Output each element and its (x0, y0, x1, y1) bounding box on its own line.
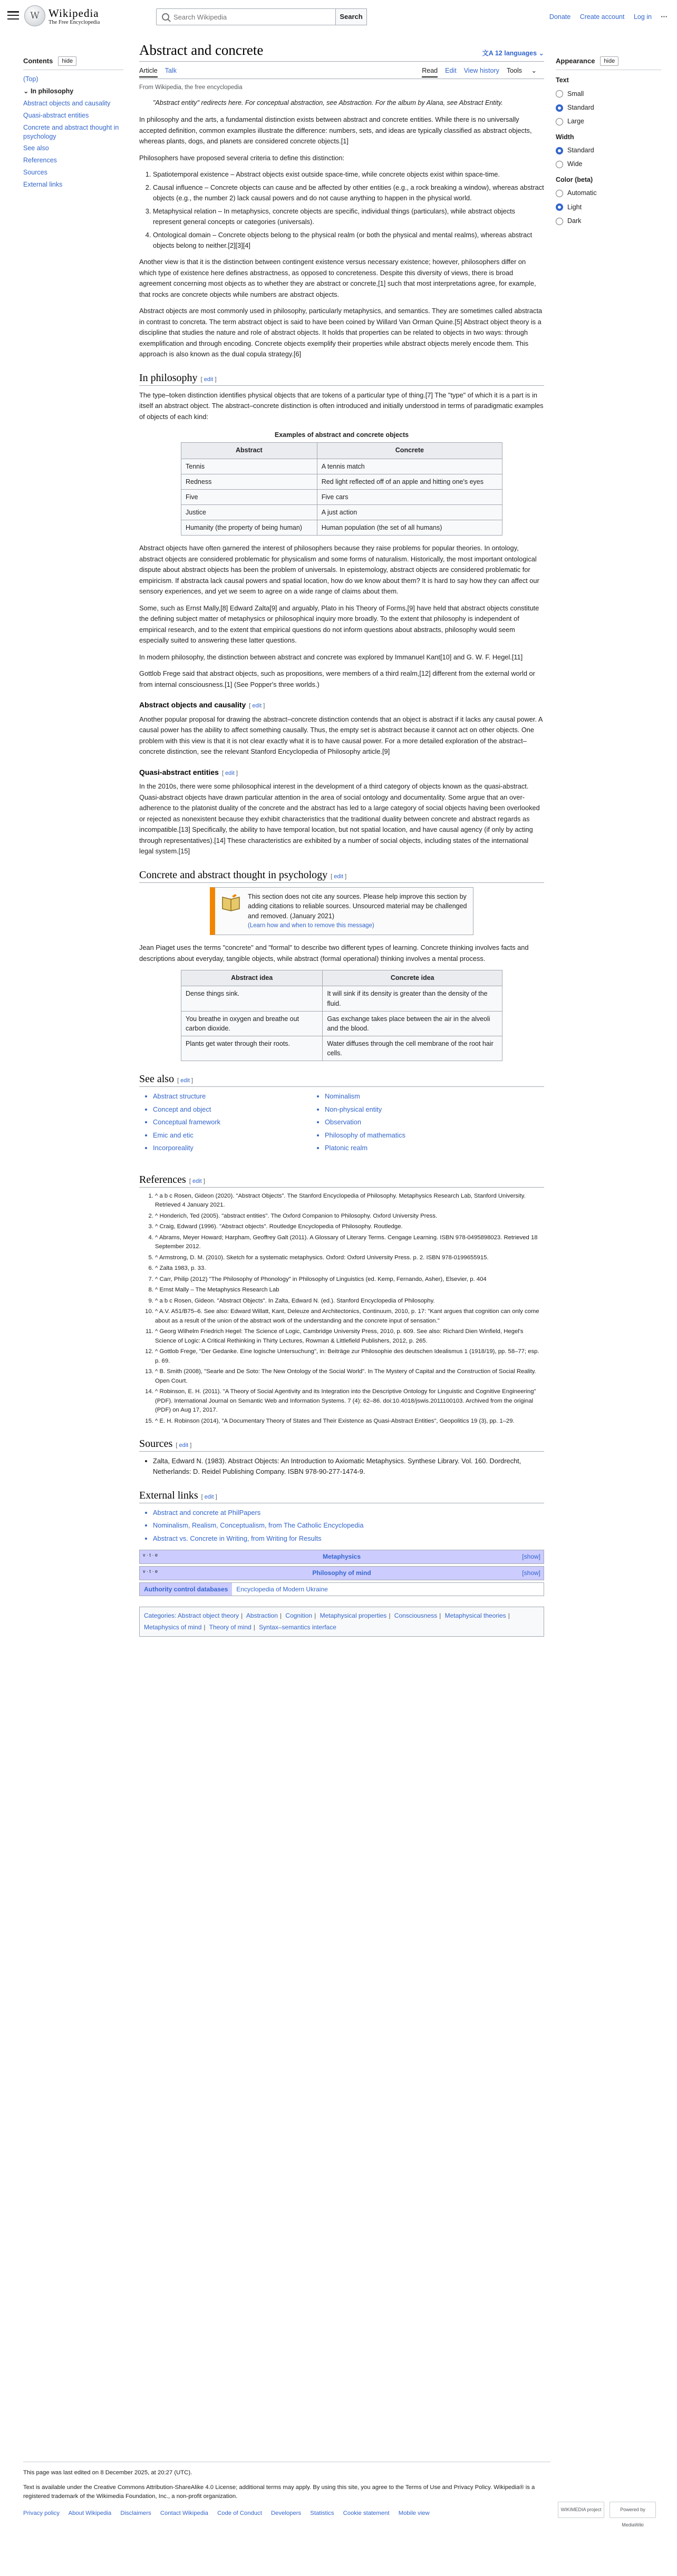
external-link[interactable]: • Nominalism, Realism, Conceptualism, from The Catholic Encyclopedia (153, 1520, 544, 1531)
see-also-link[interactable]: • Non-physical entity (325, 1104, 483, 1115)
navbox-title[interactable]: Metaphysics (322, 1553, 361, 1561)
navbox-title[interactable]: Philosophy of mind (312, 1569, 371, 1577)
show-label: show (524, 1569, 539, 1577)
table-cell: A just action (317, 505, 502, 520)
edit-label: edit (192, 1178, 202, 1184)
wordmark-subtitle: The Free Encyclopedia (49, 20, 100, 25)
reference-item: 1. ^ a b c Rosen, Gideon (2020). "Abstract Objects". The Stanford Encyclopedia of Philosophy. Metaphysics Research Lab, Stanford University. Retrieved 4 January 2021. (155, 1192, 544, 1210)
toc-title: Contents (23, 57, 53, 65)
table-header: Abstract (181, 443, 317, 459)
paragraph: In the 2010s, there were some philosophical interest in the development of a third category of objects known as the quasi-abstract. Quasi-abstract objects have drawn particular attention in the area of social ontology and documentality. Some argue that an over-adherence to the platonist duality of the concrete and the abstract has led to a large category of social objects having been overlooked or rejected as nonexistent because they exhibit characteristics that the traditional duality between concrete and abstract regards as incompatible.[13] Specifically, the ability to have temporal location, but not spatial location, and have causal agency (if only by acting through representatives).[14] These characteristics are exhibited by a number of social objects, including states of the international legal system.[15] (139, 782, 540, 856)
section-heading (139, 1072, 544, 1087)
reference-item: 11. ^ Georg Wilhelm Friedrich Hegel: The Science of Logic, Cambridge University Press, 2010, p. 609. See also: Richard Dien Winfield, Hegel's Science of Logic: A Critical Rethinking in Thirty Lectures, Rowman & Littlefield Publishers, 2012, p. 265. (155, 1327, 544, 1346)
table-cell: Humanity (the property of being human) (181, 520, 317, 536)
see-also-link[interactable]: • Nominalism (325, 1091, 483, 1102)
chevron-down-icon[interactable]: ⌄ (23, 88, 31, 95)
section-title: Quasi-abstract entities (139, 767, 219, 776)
source-item: • Zalta, Edward N. (1983). Abstract Objects: An Introduction to Axiomatic Metaphysics. Synthese Library. Vol. 160. Dordrecht, Netherlands: D. Reidel Publishing Company. ISBN 978-90-277-1474-9. (153, 1456, 544, 1477)
navbox-show-button[interactable]: [show] (522, 1569, 540, 1577)
intro-paragraph: Philosophers have proposed several criteria to define this distinction: (139, 153, 345, 162)
table-cell: It will sink if its density is greater than the density of the fluid. (323, 986, 502, 1011)
category-link[interactable]: Consciousness (394, 1612, 438, 1620)
section-title: See also (139, 1073, 175, 1085)
section-heading (139, 1436, 544, 1452)
table-cell: Tennis (181, 459, 317, 474)
last-edited: This page was last edited on 8 December 2025, at 20:27 (UTC). (23, 2462, 550, 2478)
translate-icon: 文A (482, 50, 495, 57)
appearance-hide-button[interactable]: hide (600, 56, 618, 66)
edit-link[interactable]: [ edit ] (221, 770, 238, 776)
table-header: Concrete (317, 443, 502, 459)
option-label: Dark (567, 217, 582, 225)
width-label: Width (556, 133, 574, 141)
external-link[interactable]: • Abstract vs. Concrete in Writing, from Writing for Results (153, 1533, 544, 1544)
toc-item-quasi-abstract[interactable]: Quasi-abstract entities (23, 111, 89, 119)
categories-label[interactable]: Categories: (144, 1612, 177, 1620)
category-link[interactable]: Metaphysical theories (444, 1612, 506, 1620)
edit-label: edit (225, 770, 235, 776)
footer-link[interactable]: Mobile view (398, 2510, 430, 2516)
table-row (181, 459, 502, 474)
edit-label: edit (252, 703, 262, 709)
table-cell: Water diffuses through the cell membrane of the root hair cells. (323, 1036, 502, 1061)
category-link[interactable]: Abstraction (246, 1612, 278, 1620)
option-label: Large (567, 118, 584, 125)
reference-item: 15. ^ E. H. Robinson (2014), "A Documentary Theory of States and Their Existence as Quasi-Abstract Entities", Geopolitics 19 (3), pp. 1–29. (155, 1417, 544, 1426)
table-header: Concrete idea (323, 970, 502, 986)
appearance-panel (556, 56, 661, 230)
see-also-link[interactable]: • Emic and etic (153, 1130, 311, 1141)
text-size-label: Text (556, 76, 569, 84)
edit-link[interactable]: [ edit ] (189, 1178, 205, 1184)
reference-item: 12. ^ Gottlob Frege, "Der Gedanke. Eine logische Untersuchung", in: Beiträge zur Philosophie des deutschen Idealismus 1 (1918/19), pp. 58–77; esp. p. 69. (155, 1347, 544, 1366)
option-label: Standard (567, 147, 594, 154)
table-caption: Examples of abstract and concrete objects (274, 431, 409, 439)
color-label: Color (beta) (556, 176, 593, 183)
wikipedia-logo[interactable]: W (24, 5, 45, 26)
references-list (155, 1192, 544, 1426)
navbox-mind (139, 1566, 544, 1580)
tools-label: Tools (506, 66, 523, 74)
toc-item-psychology[interactable]: Concrete and abstract thought in psychology (23, 123, 119, 140)
unsourced-notice (210, 887, 473, 936)
list-item: 3. Metaphysical relation – In metaphysics, concrete objects are specific, individual things (particulars), while abstract objects represent general concepts or categories (universals). (153, 206, 544, 228)
footer-link[interactable]: About Wikipedia (68, 2510, 112, 2516)
reference-item: 14. ^ Robinson, E. H. (2011). "A Theory of Social Agentivity and its Integration into the Descriptive Ontology for Linguistic and Cognitive Engineering" (PDF). International Journal on Semantic Web and Information Systems. 7 (4): 62–86. doi:10.4018/jswis.2011100103. Archived from the original (PDF) on Aug 17, 2017. (155, 1387, 544, 1415)
see-also-list (139, 1091, 544, 1161)
category-link[interactable]: Syntax–semantics interface (259, 1623, 336, 1631)
category-link[interactable]: Metaphysics of mind (144, 1623, 202, 1631)
see-also-link[interactable]: • Observation (325, 1117, 483, 1127)
footer-link[interactable]: Cookie statement (343, 2510, 390, 2516)
hatnote: "Abstract entity" redirects here. For conceptual abstraction, see Abstraction. For the album by Alana, see Abstract Entity. (153, 99, 503, 106)
categories-box: Categories: Abstract object theory | Abstraction | Cognition | Metaphysical properties | Consciousness | Metaphysical theories | Metaphysics of mind | Theory of mind | Syntax–semantics interface (139, 1607, 544, 1637)
tab-read[interactable]: Read (422, 67, 438, 77)
footer-link[interactable]: Contact Wikipedia (160, 2510, 208, 2516)
wikimedia-badge[interactable]: WIKIMEDIA project (558, 2502, 604, 2518)
toc-item-references[interactable]: References (23, 157, 57, 164)
table-of-contents (23, 56, 123, 191)
intro-paragraph: Abstract objects are most commonly used in philosophy, particularly metaphysics, and semantics. They are sometimes called abstracta in contrast to concreta. The term abstract object is said to have been coined by Willard Van Orman Quine.[5] Abstract object theory is a discipline that studies the nature and role of abstract objects. It holds that properties can be related to objects in two ways: through exemplification and through encoding. Concrete objects exemplify their properties while abstract objects merely encode them. This approach is also known as the dual copula strategy.[6] (139, 307, 543, 358)
login-link[interactable]: Log in (633, 13, 652, 21)
see-also-link[interactable]: • Incorporeality (153, 1143, 311, 1153)
edit-link[interactable]: [ edit ] (200, 376, 217, 383)
search-button[interactable]: Search (335, 8, 367, 25)
table-cell: Dense things sink. (181, 986, 323, 1011)
external-link[interactable]: • Abstract and concrete at PhilPapers (153, 1508, 544, 1518)
authority-label[interactable]: Authority control databases (140, 1583, 232, 1596)
see-also-link[interactable]: • Conceptual framework (153, 1117, 311, 1127)
authority-control (139, 1582, 544, 1597)
search-icon (162, 13, 169, 21)
toc-item-sources[interactable]: Sources (23, 169, 47, 177)
table-row (181, 1036, 502, 1061)
article-body (139, 41, 544, 1637)
toc-item-causality[interactable]: Abstract objects and causality (23, 99, 111, 107)
section-heading (139, 1172, 544, 1188)
mediawiki-badge[interactable]: Powered by MediaWiki (610, 2502, 656, 2518)
reference-item: 5. ^ Armstrong, D. M. (2010). Sketch for a systematic metaphysics. Oxford: Oxford University Press. p. 2. ISBN 978-0199655915. (155, 1253, 544, 1263)
footer-link[interactable]: Code of Conduct (217, 2510, 262, 2516)
section-heading (139, 371, 544, 386)
option-label: Automatic (567, 189, 597, 197)
more-options-icon[interactable]: ··· (661, 13, 668, 21)
section-title: Abstract objects and causality (139, 701, 246, 709)
reference-item: 8. ^ Ernst Mally – The Metaphysics Research Lab (155, 1286, 544, 1295)
authority-value[interactable]: Encyclopedia of Modern Ukraine (236, 1585, 328, 1593)
section-title: External links (139, 1489, 198, 1501)
footer-link[interactable]: Privacy policy (23, 2510, 60, 2516)
table-row (181, 986, 502, 1011)
section-heading (139, 1488, 544, 1503)
toc-item-top[interactable]: (Top) (23, 75, 38, 83)
intro-paragraph: Another view is that it is the distinction between contingent existence versus necessary existence; however, philosophers differ on which type of existence here defines abstractness, as opposed to concreteness. Despite this diversity of views, there is broad agreement concerning most objects as to whether they are abstract or concrete,[1] such that most interpretations agree, for example, that rocks are concrete objects while numbers are abstract objects. (139, 258, 536, 298)
subsection-heading (139, 767, 544, 779)
table-cell: Plants get water through their roots. (181, 1036, 323, 1061)
edit-link[interactable]: [ edit ] (177, 1077, 194, 1084)
search-input[interactable] (173, 9, 335, 24)
edit-label: edit (204, 1493, 214, 1500)
table-cell: You breathe in oxygen and breathe out carbon dioxide. (181, 1011, 323, 1036)
paragraph: The type–token distinction identifies physical objects that are tokens of a particular type of thing.[7] The "type" of which it is a part is in itself an abstract object. The abstract–concrete distinction is often introduced and initially understood in terms of paradigmatic examples of objects of each kind: (139, 391, 544, 421)
table-cell: Five cars (317, 490, 502, 505)
width-option[interactable] (556, 145, 661, 155)
toc-item-see-also[interactable]: See also (23, 144, 49, 152)
navbox-vte[interactable]: v · t · e (143, 1552, 158, 1558)
paragraph: Jean Piaget uses the terms "concrete" and "formal" to describe two different types of learning. Concrete thinking involves facts and descriptions about everyday, tangible objects, while abstract (formal operational) thinking involves a mental process. (139, 944, 529, 963)
notice-text: This section does not cite any sources. Please help improve this section by adding citations to reliable sources. Unsourced material may be challenged and removed. (January 2021) (248, 892, 467, 920)
language-button[interactable]: 文A 12 languages ⌄ (482, 50, 544, 57)
list-item: 2. Causal influence – Concrete objects can cause and be affected by other entities (e.g., a rock breaking a window), whereas abstract objects (e.g., the number 2) lack causal powers and do not cause anything to happen in the physical world. (153, 182, 544, 204)
table-row (181, 520, 502, 536)
edit-label: edit (179, 1442, 189, 1449)
width-option[interactable] (556, 159, 661, 169)
footer-link[interactable]: Disclaimers (120, 2510, 151, 2516)
edit-link[interactable]: [ edit ] (331, 873, 347, 880)
navbox-vte[interactable]: v · t · e (143, 1568, 158, 1574)
reference-item: 2. ^ Honderich, Ted (2005). "abstract entities". The Oxford Companion to Philosophy. Oxford University Press. (155, 1212, 544, 1221)
section-heading (139, 868, 544, 883)
table-cell: A tennis match (317, 459, 502, 474)
see-also-link[interactable]: • Platonic realm (325, 1143, 483, 1153)
footer-badges (558, 2502, 656, 2528)
reference-item: 13. ^ B. Smith (2008), "Searle and De Soto: The New Ontology of the Social World". In The Mystery of Capital and the Construction of Social Reality. Open Court. (155, 1367, 544, 1386)
criteria-list (153, 169, 544, 251)
book-icon (220, 892, 241, 913)
license-text: Text is available under the Creative Commons Attribution-ShareAlike 4.0 License; additional terms may apply. By using this site, you agree to the Terms of Use and Privacy Policy. Wikipedia® is a registered trademark of the Wikimedia Foundation, Inc., a non-profit organization. (23, 2484, 535, 2500)
edit-label: edit (204, 376, 214, 383)
option-label: Small (567, 90, 584, 98)
external-links-list (153, 1508, 544, 1544)
edit-link[interactable]: [ edit ] (176, 1442, 192, 1449)
table-cell: Five (181, 490, 317, 505)
site-header (0, 0, 677, 33)
page-footer (23, 2462, 645, 2528)
text-size-option[interactable] (556, 89, 661, 99)
list-item: 4. Ontological domain – Concrete objects belong to the physical realm (or both the physical and mental realms), whereas abstract objects belong to neither.[2][3][4] (153, 230, 544, 251)
see-also-link[interactable]: • Philosophy of mathematics (325, 1130, 483, 1141)
reference-item: 6. ^ Zalta 1983, p. 33. (155, 1264, 544, 1274)
reference-item: 9. ^ a b c Rosen, Gideon. "Abstract Objects". In Zalta, Edward N. (ed.). Stanford Encyclopedia of Philosophy. (155, 1297, 544, 1306)
wordmark-title: Wikipedia (49, 7, 99, 20)
see-also-link[interactable]: • Concept and object (153, 1104, 311, 1115)
toc-item-in-philosophy[interactable] (23, 85, 123, 98)
see-also-link[interactable]: • Abstract structure (153, 1091, 311, 1102)
personal-tools (542, 12, 668, 22)
tab-article[interactable]: Article (139, 67, 158, 77)
reference-item: 4. ^ Abrams, Meyer Howard; Harpham, Geoffrey Galt (2011). A Glossary of Literary Terms. Cengage Learning. ISBN 978-0495898023. Retrieved 18 September 2012. (155, 1233, 544, 1252)
main-menu-icon[interactable] (7, 10, 19, 21)
paragraph: In modern philosophy, the distinction between abstract and concrete was explored by Immanuel Kant[10] and G. W. F. Hegel.[11] (139, 653, 523, 661)
table-row (181, 490, 502, 505)
search-bar (156, 8, 367, 25)
wordmark[interactable] (49, 7, 100, 26)
toc-item-label: In philosophy (30, 88, 74, 95)
edit-link[interactable]: [ edit ] (201, 1493, 217, 1500)
table-cell: Human population (the set of all humans) (317, 520, 502, 536)
navbox-metaphysics (139, 1550, 544, 1564)
footer-link[interactable]: Statistics (310, 2510, 334, 2516)
language-count: 12 languages (495, 50, 537, 57)
section-title: Concrete and abstract thought in psychology (139, 869, 328, 881)
sources-list (153, 1456, 544, 1477)
table-cell: Red light reflected off of an apple and hitting one's eyes (317, 474, 502, 489)
option-label: Standard (567, 103, 594, 111)
table-cell: Gas exchange takes place between the air in the alveoli and the blood. (323, 1011, 502, 1036)
reference-item: 3. ^ Craig, Edward (1996). "Abstract objects". Routledge Encyclopedia of Philosophy. Routledge. (155, 1222, 544, 1232)
color-option[interactable] (556, 216, 661, 226)
paragraph: Another popular proposal for drawing the abstract–concrete distinction contends that an object is abstract if it lacks any causal power. A causal power has the ability to affect something causally. Thus, the empty set is abstract because it cannot act on other objects. One problem with this view is that it is not clear exactly what it is to have causal power. For a more detailed exploration of the abstract–concrete distinction, see the relevant Stanford Encyclopedia of Philosophy article.[9] (139, 715, 543, 756)
color-option[interactable] (556, 202, 661, 212)
list-item: 1. Spatiotemporal existence – Abstract objects exist outside space-time, while concrete objects exist within space-time. (153, 169, 544, 180)
table-row (181, 505, 502, 520)
footer-links (23, 2509, 550, 2519)
section-title: Sources (139, 1438, 173, 1450)
toc-item-external-links[interactable]: External links (23, 181, 63, 189)
text-size-option[interactable] (556, 116, 661, 127)
page-tabs (139, 62, 544, 79)
reference-item: 7. ^ Carr, Philip (2012) "The Philosophy of Phonology" in Philosophy of Linguistics (ed. Kemp, Fernando, Asher), Elsevier, p. 404 (155, 1275, 544, 1285)
paragraph: Gottlob Frege said that abstract objects, such as propositions, were members of a third realm,[12] different from the external world or from internal consciousness.[1] (See Popper's three worlds.) (139, 669, 535, 688)
intro-paragraph: In philosophy and the arts, a fundamental distinction exists between abstract and concrete entities. While there is no universally accepted definition, common examples illustrate the difference: numbers, sets, and ideas are typically classified as abstract objects, whereas plants, dogs, and planets are considered concrete objects.[1] (139, 115, 532, 145)
ideas-table (181, 970, 502, 1061)
footer-link[interactable]: Developers (271, 2510, 302, 2516)
paragraph: Abstract objects have often garnered the interest of philosophers because they raise problems for popular theories. In ontology, abstract objects are considered problematic for physicalism and some forms of naturalism. Historically, the most important ontological dispute about abstract objects has been the problem of universals. In epistemology, abstract objects are considered problematic for empiricism. If abstracta lack causal powers and spatial location, how do we know about them? It is hard to say how they can affect our sensory experiences, and yet we seem to agree on a wide range of claims about them. (139, 544, 539, 596)
donate-link[interactable]: Donate (549, 13, 571, 21)
section-title: In philosophy (139, 372, 198, 384)
tools-menu[interactable]: Tools ⌄ (506, 66, 537, 74)
show-label: show (524, 1553, 539, 1561)
examples-table (181, 428, 502, 536)
edit-label: edit (180, 1077, 190, 1084)
reference-item: 10. ^ A.V. A51/B75–6. See also: Edward Willatt, Kant, Deleuze and Architectonics, Continuum, 2010, p. 17: "Kant argues that cognition can only come about as a result of the union of the abstract work of the understanding and the concrete input of sensation." (155, 1307, 544, 1326)
tagline: From Wikipedia, the free encyclopedia (139, 84, 243, 91)
section-title: References (139, 1173, 186, 1185)
option-label: Light (567, 203, 582, 211)
toc-hide-button[interactable]: hide (58, 56, 76, 66)
option-label: Wide (567, 160, 583, 168)
create-account-link[interactable]: Create account (579, 13, 625, 21)
table-cell: Redness (181, 474, 317, 489)
tab-history[interactable]: View history (463, 66, 499, 74)
table-cell: Justice (181, 505, 317, 520)
category-link[interactable]: Abstract object theory (178, 1612, 239, 1620)
table-row (181, 1011, 502, 1036)
subsection-heading (139, 699, 544, 711)
appearance-title: Appearance (556, 57, 595, 65)
category-link[interactable]: Cognition (285, 1612, 313, 1620)
table-row (181, 474, 502, 489)
edit-label: edit (334, 873, 344, 880)
edit-link[interactable]: [ edit ] (249, 703, 265, 709)
tab-edit[interactable]: Edit (445, 66, 457, 74)
page-title: Abstract and concrete (139, 41, 544, 62)
paragraph: Some, such as Ernst Mally,[8] Edward Zalta[9] and arguably, Plato in his Theory of Forms,[9] have held that abstract objects constitute the defining subject matter of metaphysics or philosophical inquiry more broadly. To the extent that philosophy is independent of empirical research, and to the extent that empirical questions do not inform questions about abstracts, philosophy would seem especially suited to answering these latter questions. (139, 604, 539, 645)
navbox-show-button[interactable]: [show] (522, 1553, 540, 1561)
category-link[interactable]: Theory of mind (209, 1623, 252, 1631)
table-header: Abstract idea (181, 970, 323, 986)
text-size-option[interactable] (556, 103, 661, 113)
color-option[interactable] (556, 188, 661, 198)
tab-talk[interactable]: Talk (165, 66, 177, 74)
category-link[interactable]: Metaphysical properties (320, 1612, 387, 1620)
notice-learn-link[interactable]: (Learn how and when to remove this message) (248, 922, 374, 929)
